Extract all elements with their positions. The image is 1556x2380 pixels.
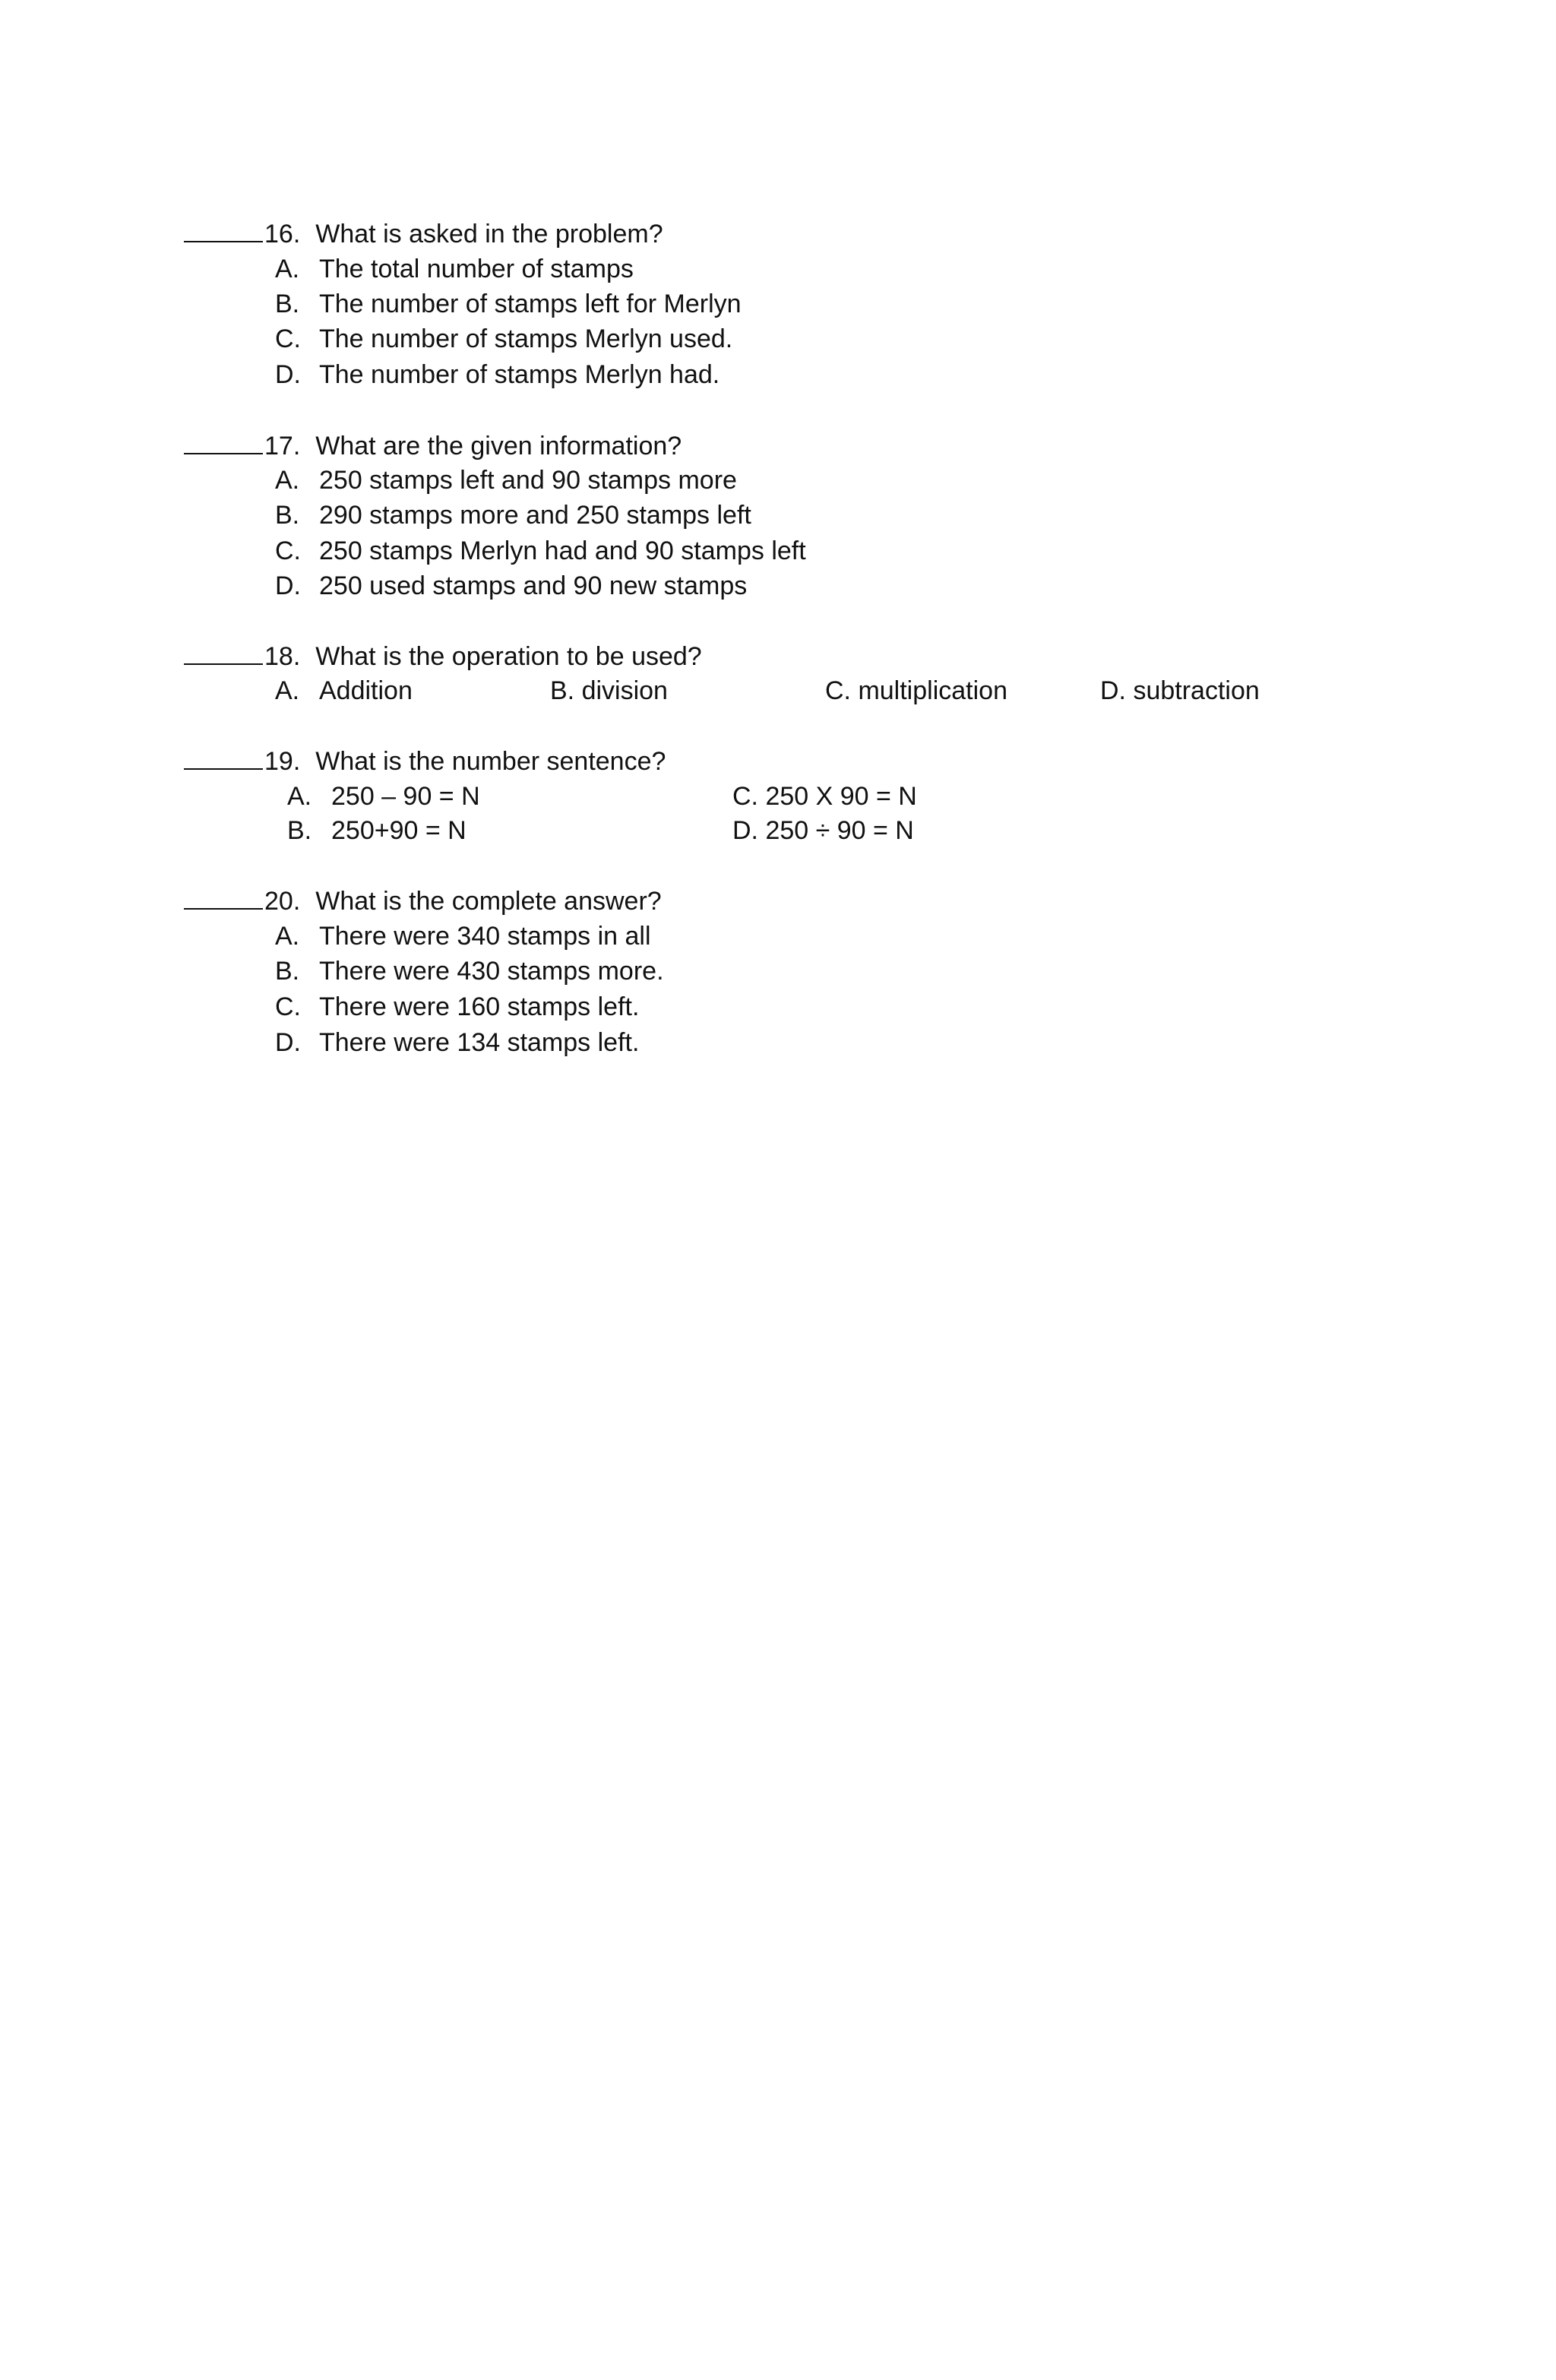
question-19 (184, 744, 666, 779)
option-letter: A. (275, 922, 300, 951)
option-text: There were 430 stamps more. (319, 957, 664, 986)
question-text: What is the number sentence? (315, 747, 666, 776)
option-16a (275, 252, 634, 286)
option-text: There were 160 stamps left. (319, 992, 640, 1021)
answer-blank-20[interactable] (184, 885, 263, 910)
option-text: 250 stamps left and 90 stamps more (319, 466, 737, 495)
answer-blank-18[interactable] (184, 641, 263, 665)
option-text: D. subtraction (1100, 676, 1260, 705)
question-number: 17. (264, 432, 301, 460)
question-number: 20. (264, 887, 301, 916)
option-17c (275, 533, 806, 568)
option-letter: C. (275, 992, 301, 1021)
option-letter: B. (275, 501, 300, 530)
option-text: C. 250 X 90 = N (732, 782, 917, 811)
option-text: The number of stamps Merlyn used. (319, 324, 733, 353)
option-letter: D. (275, 1028, 301, 1057)
option-20d (275, 1025, 639, 1060)
question-17 (184, 429, 682, 464)
option-text: There were 134 stamps left. (319, 1028, 640, 1057)
question-number: 19. (264, 747, 301, 776)
option-text: 250+90 = N (331, 816, 466, 845)
option-text: D. 250 ÷ 90 = N (732, 816, 914, 845)
option-text: There were 340 stamps in all (319, 922, 651, 951)
option-text: B. division (550, 676, 668, 705)
question-18 (184, 639, 702, 674)
question-text: What is the complete answer? (315, 887, 662, 916)
option-text: 250 stamps Merlyn had and 90 stamps left (319, 536, 806, 565)
option-19d (732, 813, 914, 848)
option-letter: A. (275, 676, 300, 705)
answer-blank-16[interactable] (184, 218, 263, 242)
option-18d (1100, 673, 1260, 708)
option-text: C. multiplication (825, 676, 1007, 705)
option-text: 250 used stamps and 90 new stamps (319, 571, 748, 600)
question-number: 16. (264, 220, 301, 248)
option-letter: A. (275, 466, 300, 495)
option-text: The number of stamps Merlyn had. (319, 360, 720, 389)
option-text: Addition (319, 676, 413, 705)
question-text: What are the given information? (315, 432, 682, 460)
option-text: 250 – 90 = N (331, 782, 480, 811)
question-number: 18. (264, 642, 301, 671)
option-20b (275, 954, 664, 989)
option-letter: B. (287, 816, 312, 845)
option-17a (275, 463, 737, 498)
option-letter: D. (275, 571, 301, 600)
option-letter: B. (275, 957, 300, 986)
option-19c (732, 779, 917, 814)
option-20c (275, 989, 639, 1024)
option-18b (550, 673, 668, 708)
option-19b (287, 813, 466, 848)
option-letter: C. (275, 536, 301, 565)
option-text: The number of stamps left for Merlyn (319, 290, 742, 318)
option-20a (275, 919, 651, 954)
answer-blank-19[interactable] (184, 745, 263, 770)
option-16c (275, 321, 732, 356)
option-letter: A. (287, 782, 312, 811)
option-letter: C. (275, 324, 301, 353)
question-16 (184, 217, 663, 252)
option-text: 290 stamps more and 250 stamps left (319, 501, 751, 530)
question-text: What is the operation to be used? (315, 642, 702, 671)
answer-blank-17[interactable] (184, 430, 263, 454)
question-20 (184, 884, 662, 919)
option-letter: A. (275, 255, 300, 283)
option-text: The total number of stamps (319, 255, 634, 283)
option-18a (275, 673, 413, 708)
option-letter: D. (275, 360, 301, 389)
option-17d (275, 568, 747, 603)
option-16d (275, 357, 719, 392)
option-18c (825, 673, 1007, 708)
option-16b (275, 286, 742, 321)
question-text: What is asked in the problem? (315, 220, 663, 248)
option-letter: B. (275, 290, 300, 318)
option-17b (275, 498, 751, 533)
option-19a (287, 779, 480, 814)
